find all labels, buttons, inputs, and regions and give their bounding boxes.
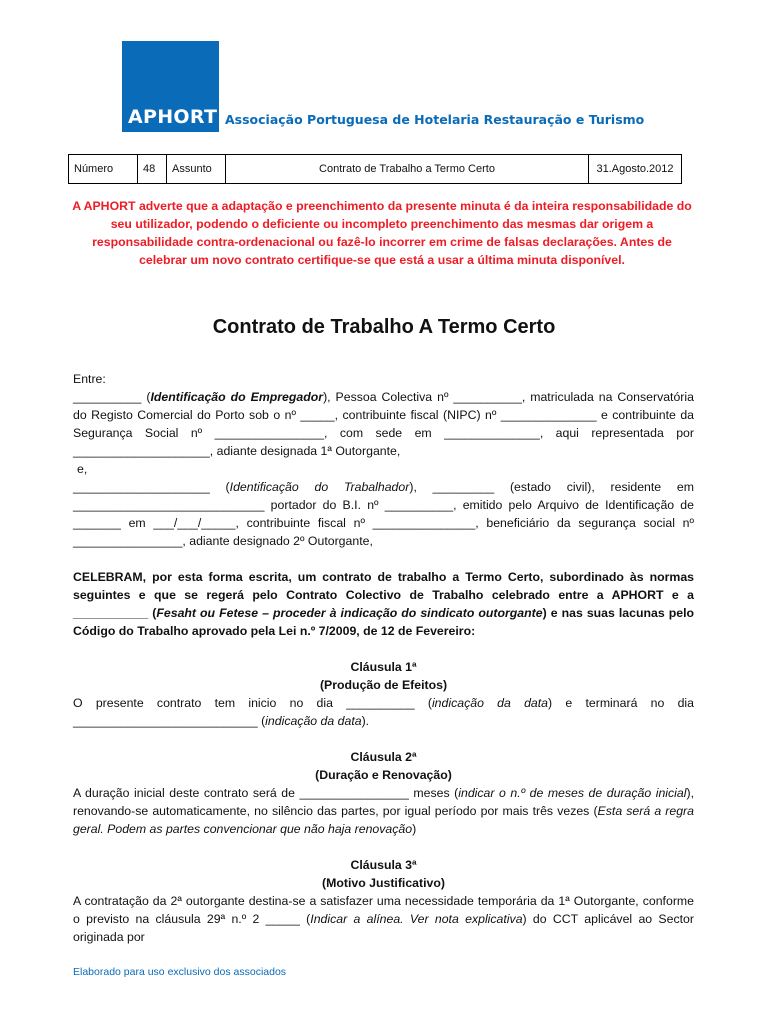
clause-3-t1: A contratação da 2ª outorgante destina-se a satisfazer uma necessidade temporária da 1ª Outorgante, conforme o previsto na cláusula 29ª n.º 2 _____ (: [73, 894, 694, 926]
clause-3-text: [73, 892, 694, 946]
document-date: 31.Agosto.2012: [589, 155, 682, 184]
logo-short-name: APHORT: [128, 106, 218, 128]
assunto-value: Contrato de Trabalho a Termo Certo: [226, 155, 589, 184]
employer-text-a: __________ (: [73, 390, 151, 404]
clause-1-heading: (Produção de Efeitos): [319, 678, 448, 692]
assunto-label: Assunto: [167, 155, 226, 184]
clause-1-number: Cláusula 1ª: [350, 660, 417, 674]
organization-name: Associação Portuguesa de Hotelaria Restauração e Turismo: [225, 112, 645, 127]
worker-text-b: ), _________ (estado civil), residente em ____________________________ portador do B.I. nº __________, emitido pelo Arquivo de Identificação de _______ em ___/___/_____, contribuinte fiscal nº _______________, beneficiário da segurança social nº ________________, adiante designado 2º Outorgante,: [73, 480, 694, 548]
entre-label: Entre:: [73, 372, 106, 386]
employer-placeholder: Identificação do Empregador: [150, 390, 324, 404]
clause-3-t2: ) do CCT aplicável ao Sector originada por: [73, 912, 694, 944]
clause-2-t3: ): [412, 822, 417, 836]
clause-1-t3: ).: [361, 714, 370, 728]
document-info-table: [68, 154, 682, 184]
legal-warning: A APHORT adverte que a adaptação e preenchimento da presente minuta é da inteira responsabilidade do seu utilizador, podendo o deficiente ou incompleto preenchimento das mesmas dar origem a responsabilidade contra-ordenacional ou fazê-lo incorrer em crime de falsas declarações. Antes de celebrar um novo contrato certifique-se que está a usar a última minuta disponível.: [72, 199, 692, 267]
celebram-text-a: CELEBRAM, por esta forma escrita, um contrato de trabalho a Termo Certo, subordinado às normas seguintes e que se regerá pelo Contrato Colectivo de Trabalho celebrado entre a APHORT e a ___________ (: [73, 570, 694, 620]
clause-2-number: Cláusula 2ª: [350, 750, 417, 764]
clause-1-t2: ) e terminará no dia ___________________________ (: [73, 696, 694, 728]
clause-2-text: [73, 784, 694, 838]
contract-body: [73, 370, 694, 946]
clause-2-e1: indicar o n.º de meses de duração inicial: [458, 786, 687, 800]
footer-note: Elaborado para uso exclusivo dos associados: [73, 966, 287, 978]
employer-text-b: ), Pessoa Colectiva nº __________, matriculada na Conservatória do Registo Comercial do Porto sob o nº _____, contribuinte fiscal (NIPC) nº ______________ e contribuinte da Segurança Social nº ________________, com sede em ______________, aqui representada por ____________________, adiante designada 1ª Outorgante,: [73, 390, 694, 458]
worker-paragraph: [73, 478, 694, 550]
worker-placeholder: Identificação do Trabalhador: [229, 480, 410, 494]
clause-2-heading: (Duração e Renovação): [315, 768, 452, 782]
clause-3-e1: Indicar a alínea. Ver nota explicativa: [310, 912, 523, 926]
clause-1-text: [73, 694, 694, 730]
celebram-text-b: ) e nas suas lacunas pelo Código do Trabalho aprovado pela Lei n.º 7/2009, de 12 de Fevereiro:: [73, 606, 694, 638]
aphort-logo: [122, 41, 219, 132]
e-connector: e,: [77, 462, 88, 476]
clause-3-number: Cláusula 3ª: [350, 858, 417, 872]
clause-2-t1: A duração inicial deste contrato será de ________________ meses (: [73, 786, 459, 800]
clause-3-heading: (Motivo Justificativo): [322, 876, 445, 890]
clause-1-e1: indicação da data: [431, 696, 549, 710]
celebram-paragraph: [73, 568, 694, 640]
clause-1-t1: O presente contrato tem inicio no dia __________ (: [73, 696, 432, 710]
celebram-placeholder: Fesaht ou Fetese – proceder à indicação do sindicato outorgante: [156, 606, 543, 620]
clause-1-e2: indicação da data: [265, 714, 362, 728]
employer-paragraph: [73, 388, 694, 460]
clause-2-t2: ), renovando-se automaticamente, no silêncio das partes, por igual período por mais três vezes (: [73, 786, 694, 818]
document-title: Contrato de Trabalho A Termo Certo: [212, 316, 556, 338]
numero-value: 48: [138, 155, 167, 184]
clause-2-e2: Esta será a regra geral. Podem as partes convencionar que não haja renovação: [73, 804, 694, 836]
worker-text-a: ____________________ (: [73, 480, 230, 494]
numero-label: Número: [69, 155, 138, 184]
